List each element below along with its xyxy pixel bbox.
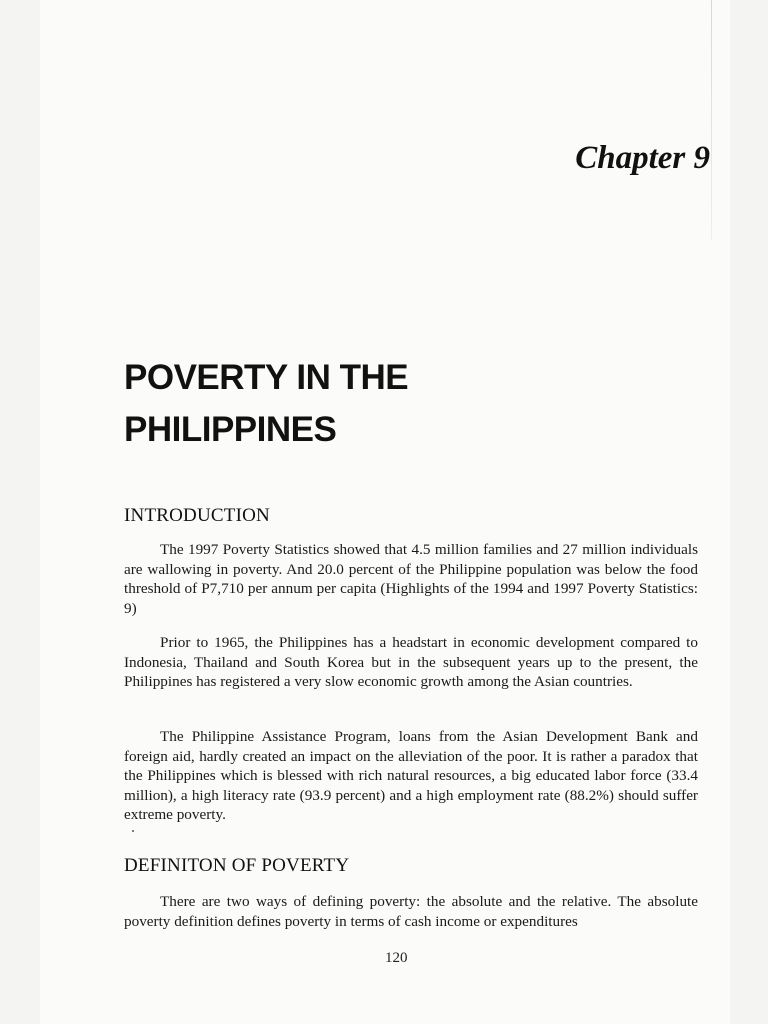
paragraph-assistance-program: The Philippine Assistance Program, loans from the Asian Development Bank and foreign aid, hardly created an impact on the alleviation of the poor. It is rather a paradox that the Philippines which is blessed with rich natural resources, a big educated labor force (33.4 million), a high literacy rate (93.9 percent) and a high employment rate (88.2%) should suffer extreme poverty. [124,728,698,823]
chapter-title-line-1: POVERTY IN THE [124,358,409,397]
definition-heading: DEFINITON OF POVERTY [124,855,350,876]
chapter-title-line-2: PHILIPPINES [124,410,337,449]
chapter-title [124,352,544,456]
page-number: 120 [385,950,408,966]
scan-speck [132,830,134,832]
paragraph-economic-development: Prior to 1965, the Philippines has a headstart in economic development compared to Indonesia, Thailand and South Korea but in the subsequent years up to the present, the Philippines has registered a very slow economic growth among the Asian countries. [124,634,698,690]
chapter-label: Chapter 9 [575,140,710,176]
paragraph-poverty-statistics: The 1997 Poverty Statistics showed that 4.5 million families and 27 million individuals are wallowing in poverty. And 20.0 percent of the Philippine population was below the food threshold of P7,710 per annum per capita (Highlights of the 1994 and 1997 Poverty Statistics: 9) [124,541,698,617]
paragraph-definition: There are two ways of defining poverty: the absolute and the relative. The absolute poverty definition defines poverty in terms of cash income or expenditures [124,893,698,930]
introduction-heading: INTRODUCTION [124,505,270,526]
page-edge-shadow [711,0,712,240]
